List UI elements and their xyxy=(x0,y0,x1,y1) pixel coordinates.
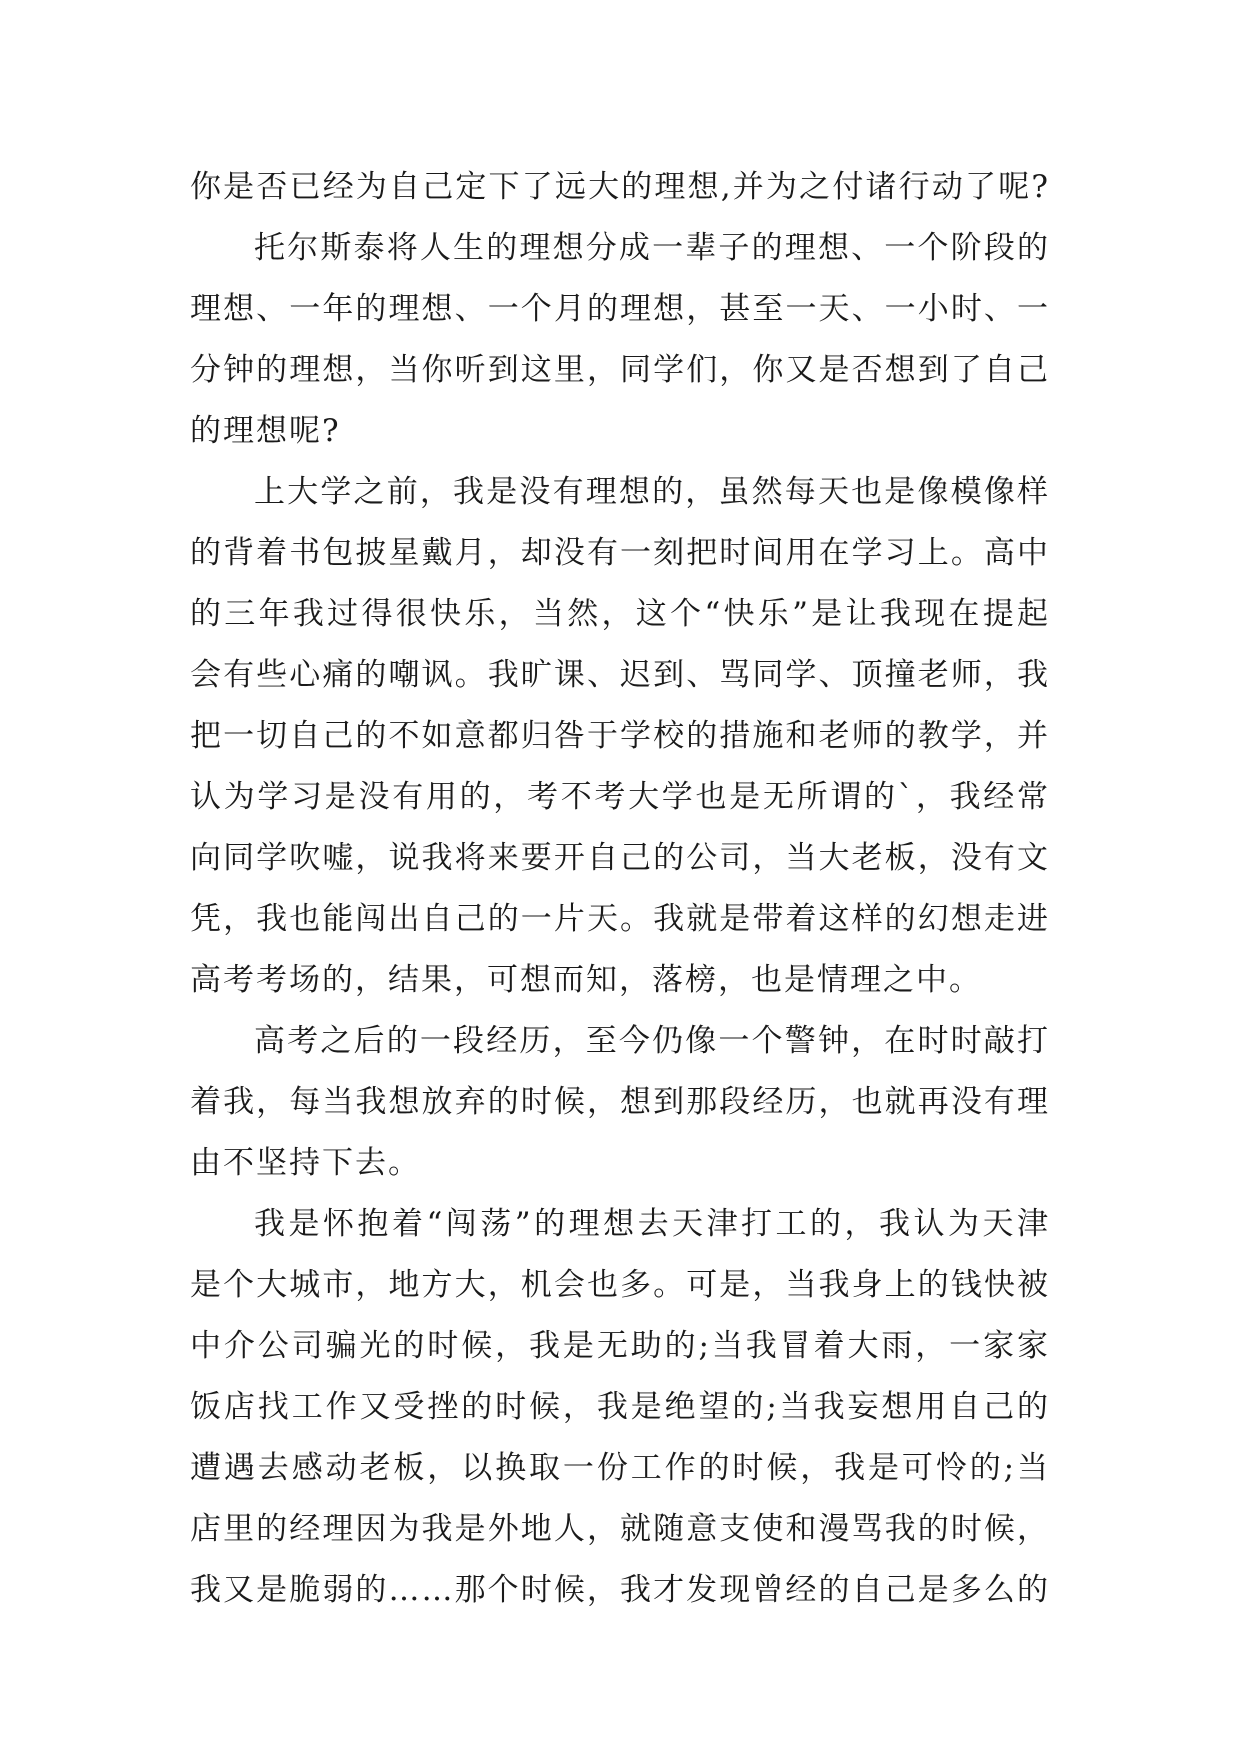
text-line: 认为学习是没有用的，考不考大学也是无所谓的`，我经常 xyxy=(190,779,1050,815)
text-line: 的背着书包披星戴月，却没有一刻把时间用在学习上。高中 xyxy=(190,535,1050,571)
body-text xyxy=(190,162,1050,1626)
text-line: 理想、一年的理想、一个月的理想，甚至一天、一小时、一 xyxy=(190,291,1050,327)
text-line: 凭，我也能闯出自己的一片天。我就是带着这样的幻想走进 xyxy=(190,901,1050,937)
paragraph-end-line: 高考考场的，结果，可想而知，落榜，也是情理之中。 xyxy=(190,962,982,998)
text-line: 店里的经理因为我是外地人，就随意支使和漫骂我的时候， xyxy=(190,1511,1050,1547)
text-line: 的三年我过得很快乐，当然，这个“快乐”是让我现在提起 xyxy=(190,596,1050,632)
text-line: 把一切自己的不如意都归咎于学校的措施和老师的教学，并 xyxy=(190,718,1050,754)
text-line: 着我，每当我想放弃的时候，想到那段经历，也就再没有理 xyxy=(190,1084,1050,1120)
text-line: 遭遇去感动老板，以换取一份工作的时候，我是可怜的;当 xyxy=(190,1450,1050,1486)
text-line: 向同学吹嘘，说我将来要开自己的公司，当大老板，没有文 xyxy=(190,840,1050,876)
text-line: 是个大城市，地方大，机会也多。可是，当我身上的钱快被 xyxy=(190,1267,1050,1303)
text-line: 中介公司骗光的时候，我是无助的;当我冒着大雨，一家家 xyxy=(190,1328,1050,1364)
text-line: 会有些心痛的嘲讽。我旷课、迟到、骂同学、顶撞老师，我 xyxy=(190,657,1050,693)
paragraph-start-line: 高考之后的一段经历，至今仍像一个警钟，在时时敲打 xyxy=(254,1023,1050,1059)
text-line: 你是否已经为自己定下了远大的理想,并为之付诸行动了呢? xyxy=(190,169,1050,205)
text-line: 分钟的理想，当你听到这里，同学们，你又是否想到了自己 xyxy=(190,352,1050,388)
paragraph-start-line: 托尔斯泰将人生的理想分成一辈子的理想、一个阶段的 xyxy=(254,230,1050,266)
paragraph-start-line: 我是怀抱着“闯荡”的理想去天津打工的，我认为天津 xyxy=(254,1206,1050,1242)
text-line: 饭店找工作又受挫的时候，我是绝望的;当我妄想用自己的 xyxy=(190,1389,1050,1425)
paragraph-end-line: 的理想呢? xyxy=(190,413,341,449)
text-line: 我又是脆弱的……那个时候，我才发现曾经的自己是多么的 xyxy=(190,1572,1050,1608)
paragraph-start-line: 上大学之前，我是没有理想的，虽然每天也是像模像样 xyxy=(254,474,1050,510)
paragraph-end-line: 由不坚持下去。 xyxy=(190,1145,421,1181)
